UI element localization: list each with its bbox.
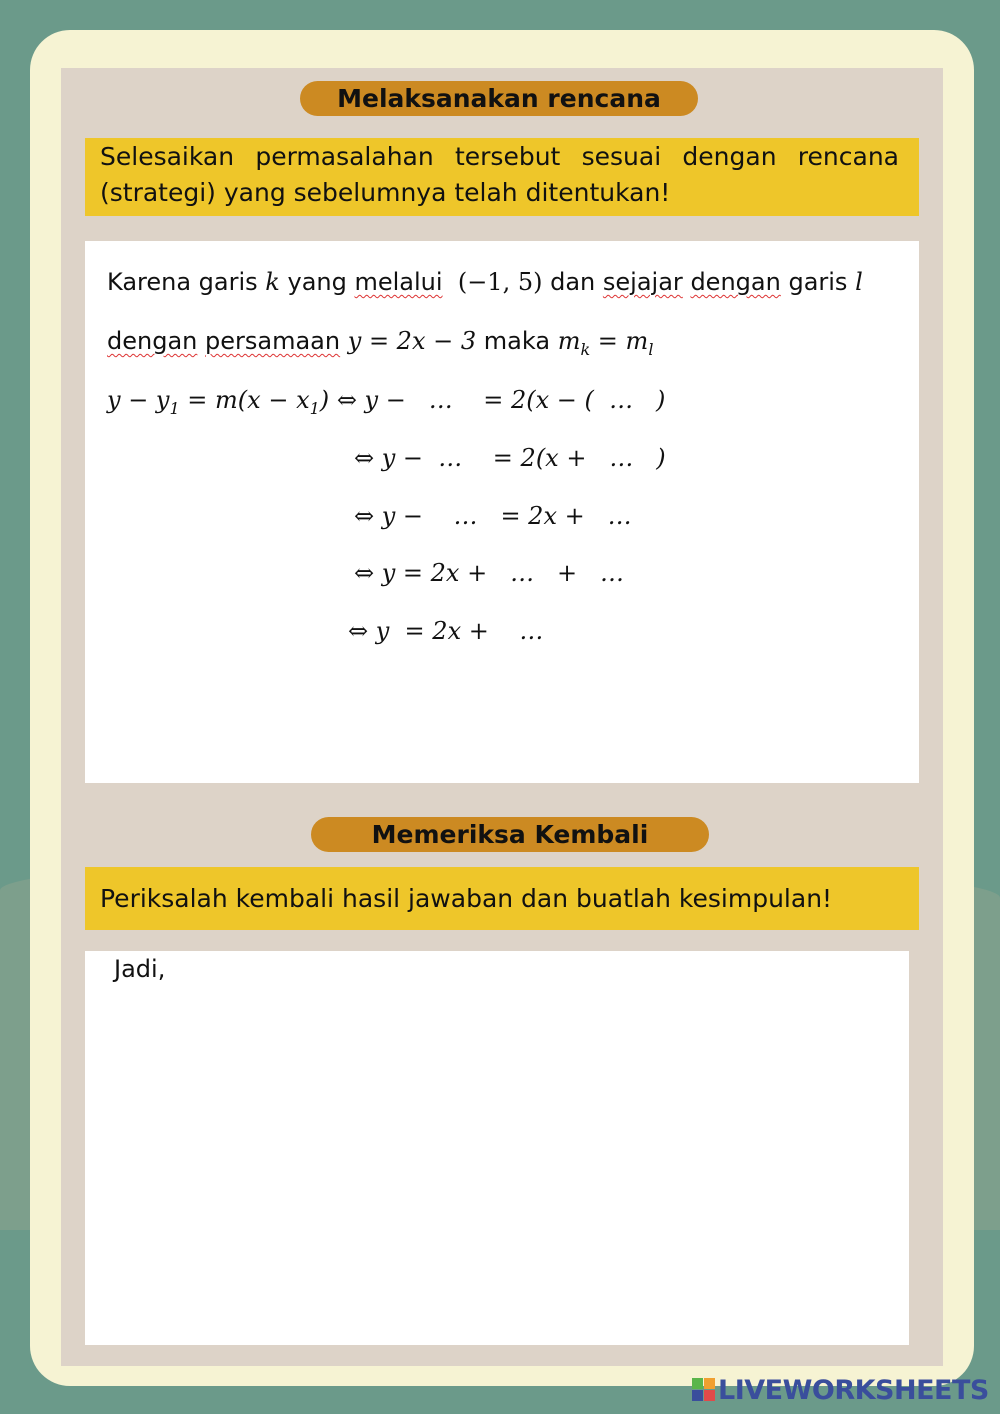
math-sub: k — [580, 339, 591, 359]
math-part: = m(x − x — [179, 386, 310, 414]
liveworksheets-logo-icon — [692, 1378, 716, 1402]
word: Selesaikan — [100, 142, 235, 171]
step-4: ⇔ y = 2x + … + … — [354, 559, 624, 587]
math-sub: 1 — [309, 398, 320, 418]
liveworksheets-logo[interactable] — [692, 1376, 989, 1404]
word: dengan — [682, 142, 777, 171]
answer-box[interactable] — [85, 951, 909, 1345]
instruction-line-2: (strategi) yang sebelumnya telah ditentukan! — [100, 178, 671, 207]
instruction-box-1 — [85, 138, 919, 216]
text: dan — [550, 268, 596, 296]
text: dengan — [107, 327, 198, 355]
text: melalui — [354, 268, 443, 296]
math-part: y − y — [107, 386, 170, 414]
math-var: k — [265, 268, 280, 296]
work-line-1 — [107, 268, 863, 296]
step-2: ⇔ y − … = 2(x + … ) — [354, 444, 666, 472]
math-var: m — [625, 327, 649, 355]
text: yang — [287, 268, 347, 296]
instruction-box-2: Periksalah kembali hasil jawaban dan buatlah kesimpulan! — [85, 867, 919, 930]
math-var: l — [855, 268, 863, 296]
math-sub: 1 — [169, 398, 180, 418]
text: maka — [483, 327, 551, 355]
section-title-melaksanakan: Melaksanakan rencana — [300, 81, 698, 116]
word: sesuai — [581, 142, 662, 171]
math-part: ) — [319, 386, 330, 414]
word: rencana — [797, 142, 899, 171]
math-op: = — [597, 327, 618, 355]
word: tersebut — [454, 142, 561, 171]
text: dengan — [690, 268, 781, 296]
word: permasalahan — [255, 142, 434, 171]
math-equation: y = 2x − 3 — [347, 327, 477, 355]
answer-start-text: Jadi, — [114, 955, 166, 983]
math-part: ⇔ y − … = 2(x − ( … ) — [336, 386, 666, 414]
text: sejajar — [602, 268, 683, 296]
step-1 — [107, 386, 665, 418]
work-line-2 — [107, 327, 653, 359]
step-5: ⇔ y = 2x + … — [348, 617, 544, 645]
logo-text: LIVEWORKSHEETS — [718, 1374, 989, 1406]
math-var: m — [557, 327, 581, 355]
step-3: ⇔ y − … = 2x + … — [354, 502, 632, 530]
section-title-memeriksa: Memeriksa Kembali — [311, 817, 709, 852]
instruction-line-1 — [100, 140, 899, 174]
text: Karena garis — [107, 268, 258, 296]
text: garis — [788, 268, 848, 296]
text: persamaan — [205, 327, 341, 355]
math-point: (−1, 5) — [457, 268, 543, 296]
math-sub: l — [648, 339, 654, 359]
